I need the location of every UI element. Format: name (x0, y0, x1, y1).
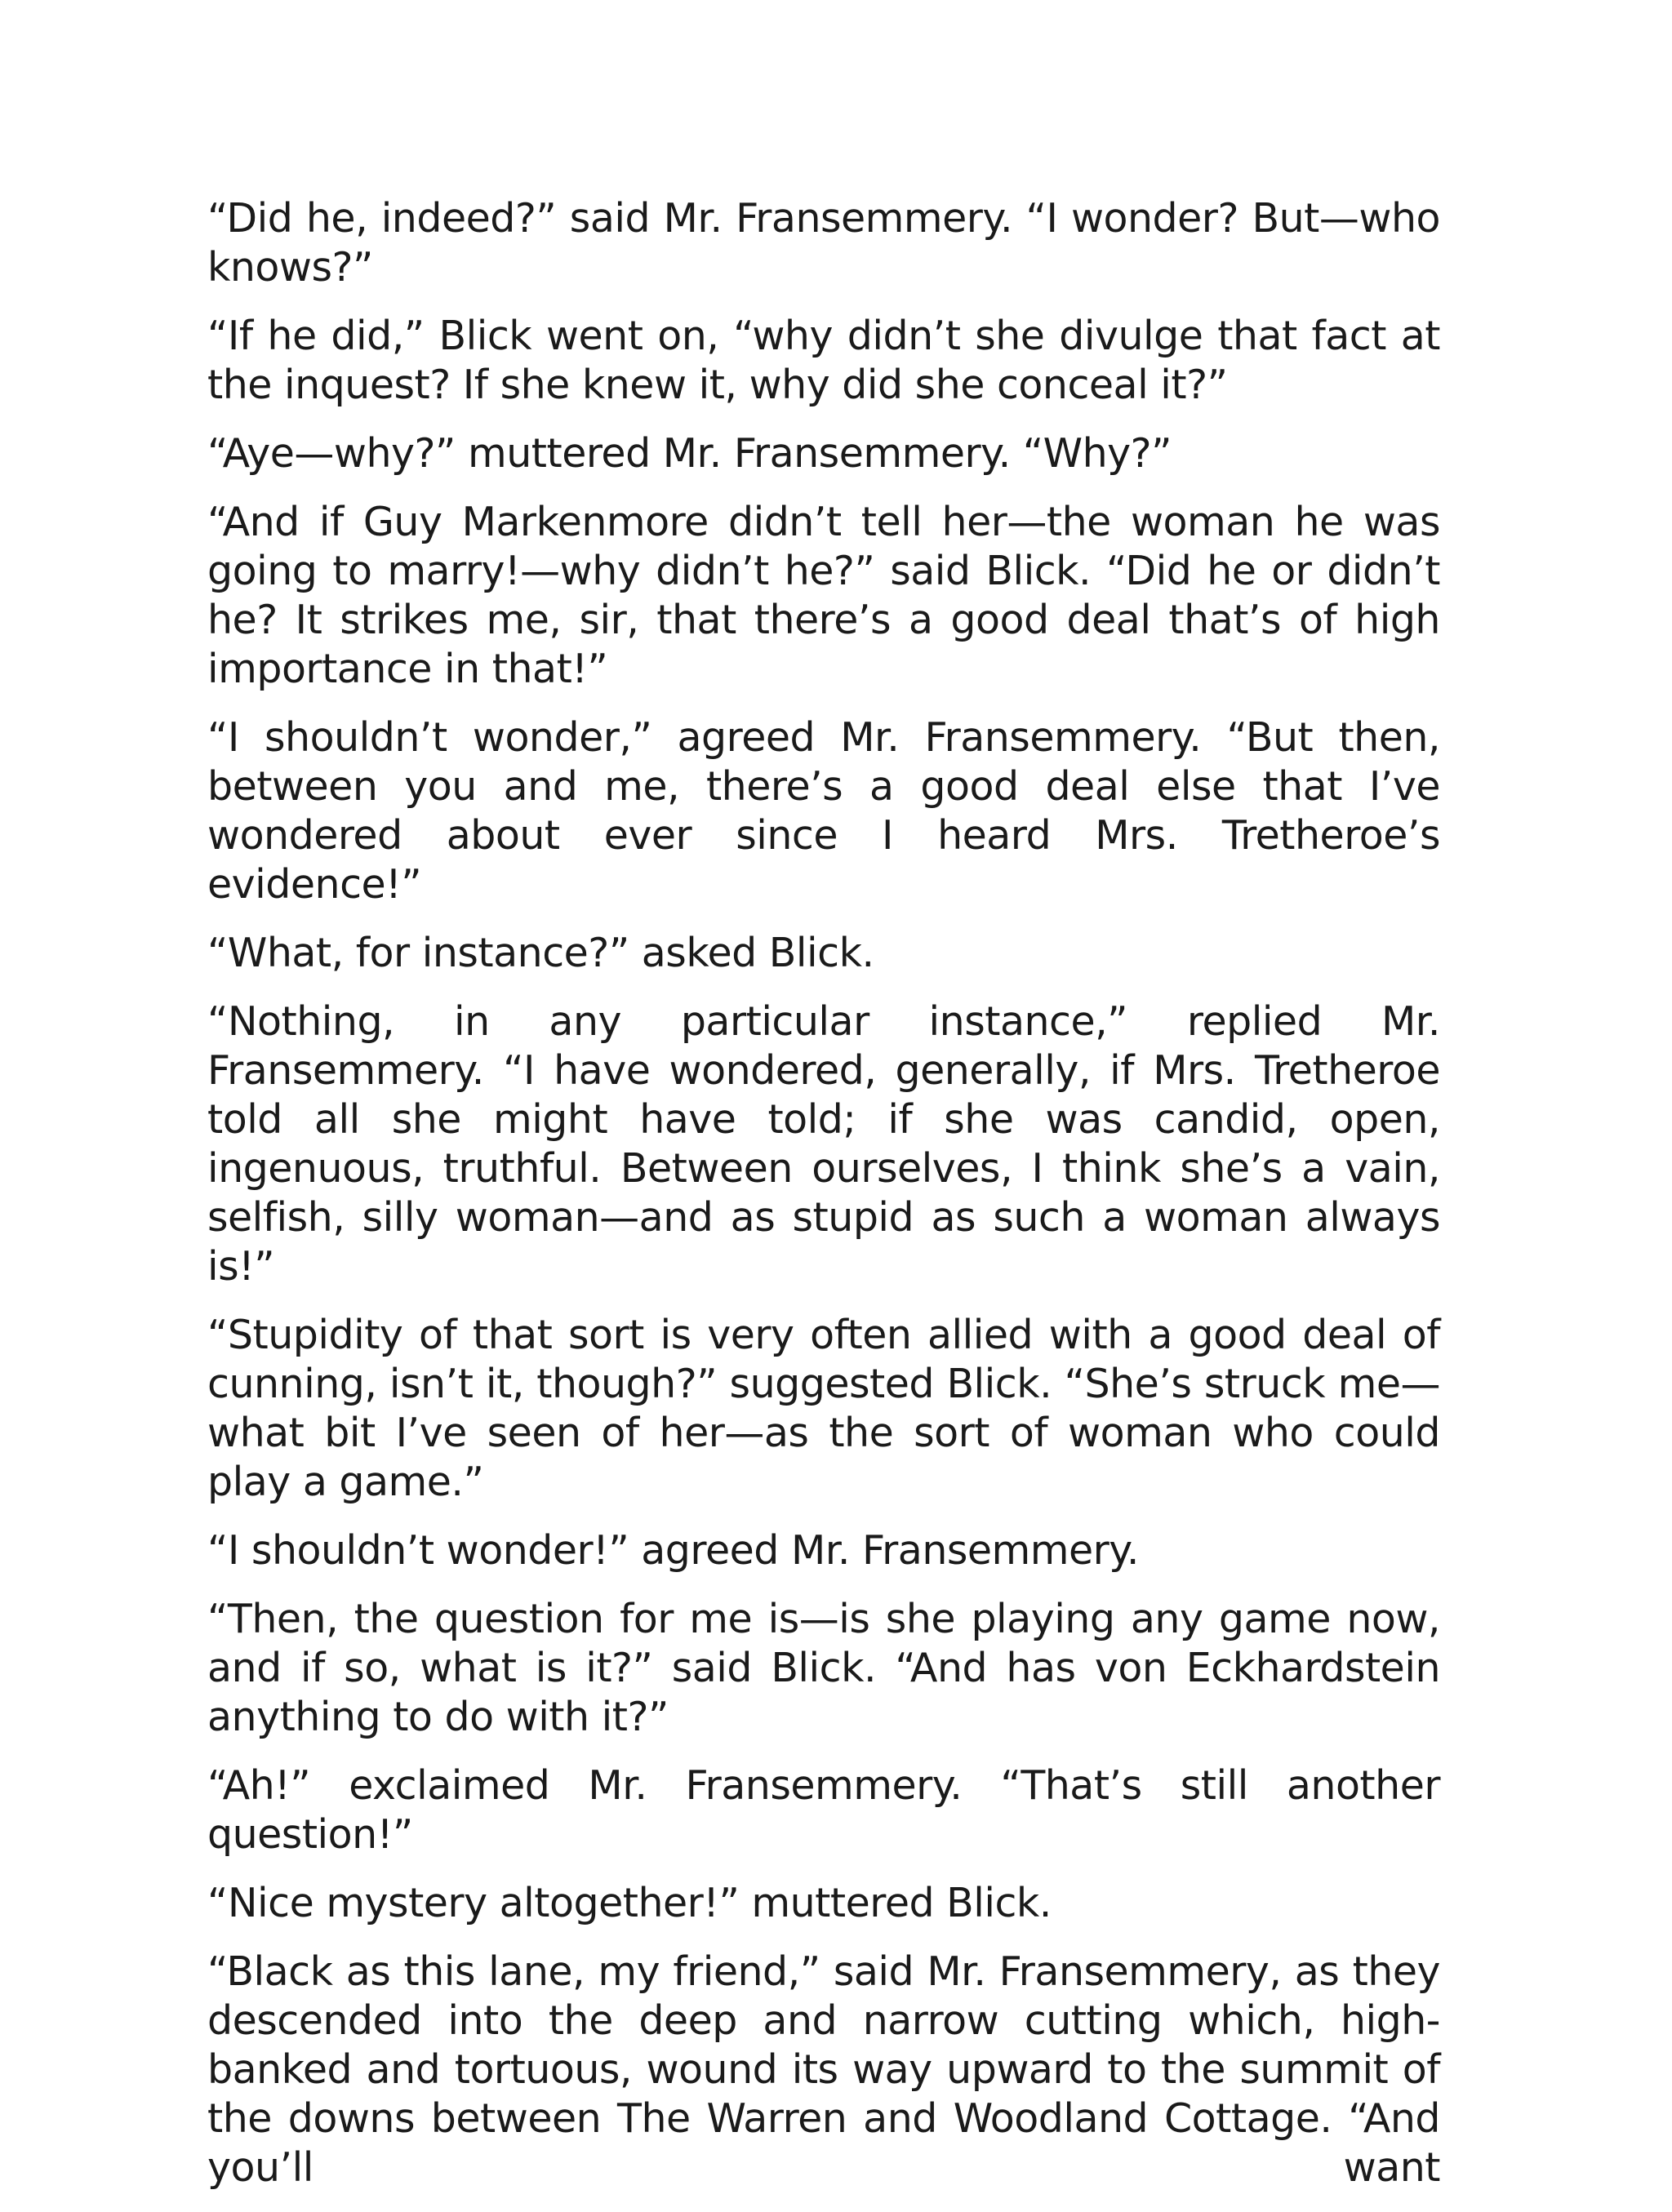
paragraph: “Ah!” exclaimed Mr. Fransemmery. “That’s still another question!” (207, 1762, 1440, 1858)
page-body-text (207, 194, 1440, 2212)
paragraph: “And if Guy Markenmore didn’t tell her—the woman he was going to marry!—why didn’t he?” said Blick. “Did he or didn’t he? It strikes me, sir, that there’s a good deal that’s of high importance in that!” (207, 499, 1440, 692)
paragraph: “Nice mystery altogether!” muttered Blick. (207, 1880, 1052, 1926)
paragraph: “Then, the question for me is—is she playing any game now, and if so, what is it?” said Blick. “And has von Eckhardstein anything to do with it?” (207, 1596, 1440, 1740)
paragraph: “If he did,” Blick went on, “why didn’t she divulge that fact at the inquest? If she knew it, why did she conceal it?” (207, 313, 1440, 408)
paragraph: “Black as this lane, my friend,” said Mr. Fransemmery, as they descended into the deep and narrow cutting which, high-banked and tortuous, wound its way upward to the summit of the downs between The Warren and Woodland Cottage. “And you’ll want (207, 1948, 1440, 2191)
paragraph: “Stupidity of that sort is very often allied with a good deal of cunning, isn’t it, though?” suggested Blick. “She’s struck me—what bit I’ve seen of her—as the sort of woman who could play a game.” (207, 1312, 1440, 1505)
paragraph: “Nothing, in any particular instance,” replied Mr. Fransemmery. “I have wondered, generally, if Mrs. Tretheroe told all she might have told; if she was candid, open, ingenuous, truthful. Between ourselves, I think she’s a vain, selfish, silly woman—and as stupid as such a woman always is!” (207, 998, 1440, 1290)
paragraph: “Did he, indeed?” said Mr. Fransemmery. “I wonder? But—who knows?” (207, 195, 1440, 291)
paragraph: “I shouldn’t wonder!” agreed Mr. Fransemmery. (207, 1527, 1139, 1574)
paragraph: “Aye—why?” muttered Mr. Fransemmery. “Why?” (207, 430, 1172, 477)
paragraph: “What, for instance?” asked Blick. (207, 930, 874, 976)
paragraph: “I shouldn’t wonder,” agreed Mr. Fransemmery. “But then, between you and me, there’s a good deal else that I’ve wondered about ever since I heard Mrs. Tretheroe’s evidence!” (207, 714, 1440, 908)
